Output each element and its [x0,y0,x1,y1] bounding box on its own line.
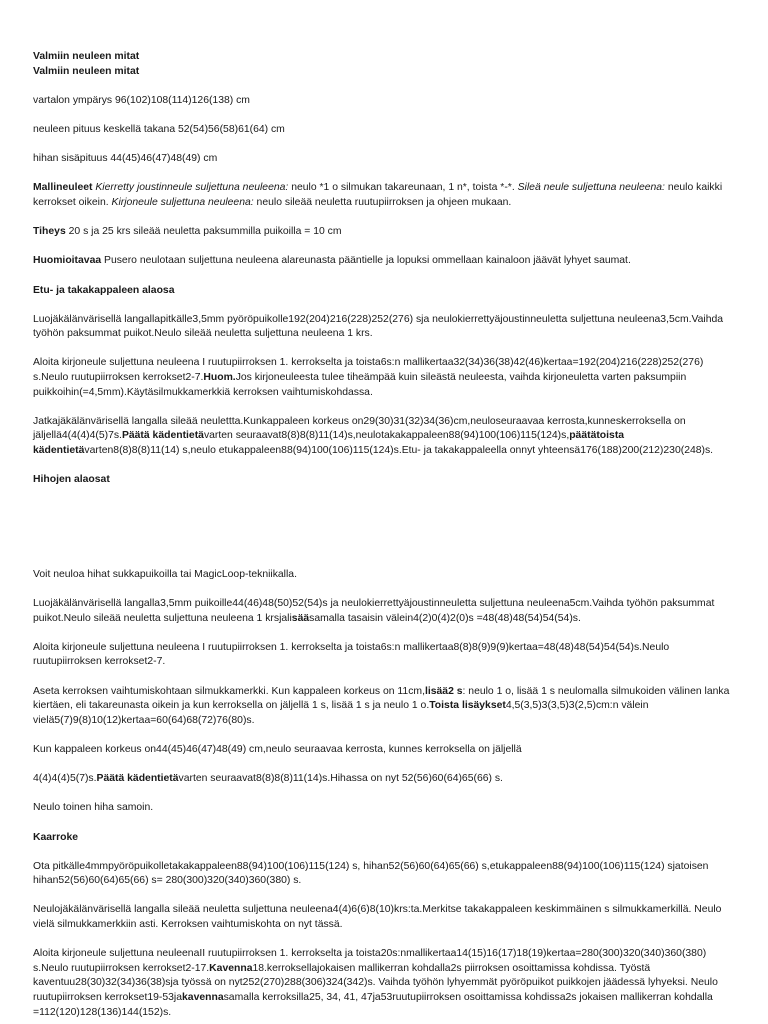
paragraph-etu-2: Aloita kirjoneule suljettuna neuleena I ruutupiirroksen 1. kerrokselta ja toista6s:n mallikertaa32(34)36(38)42(46)kertaa=192(204)216(228)252(276) s.Neulo ruutupiirroksen kerrokset2-7.Huom.Jos kirjoneuleesta tulee tiheämpää kuin sileästä neuleesta, vaihda kirjoneuletta varten paksumpiin puikkoihin(=4,5mm).Käytäsilmukkamerkkiä kerroksen vaihtumiskohdassa. [33,357,704,398]
paragraph-kaarroke-1: Ota pitkälle4mmpyöröpuikolletakakappaleen88(94)100(106)115(124) s, hihan52(56)60(64)65(66) s,etukappaleen88(94)100(106)115(124) sjatoisen hihan52(56)60(64)65(66) s= 280(300)320(340)360(380) s. [33,860,709,887]
blank-space [33,488,733,568]
section-heading-hiha: Hihojen alaosat [33,474,110,486]
paragraph-hiha-0: Voit neuloa hihat sukkapuikoilla tai MagicLoop-tekniikalla. [33,568,297,580]
document-title-repeat: Valmiin neuleen mitat [33,65,140,77]
paragraph-etu-1: Luojäkälänvärisellä langallapitkälle3,5mm pyöröpuikolle192(204)216(228)252(276) sja neulokierrettyäjoustinneuletta suljettuna neuleena3,5cm.Vaihda työhön paksummat puikot.Neulo sileää neuletta suljettuna neuleena 1 krs. [33,313,724,340]
paragraph-kaarroke-2: Neulojäkälänvärisellä langalla sileää neuletta suljettuna neuleena4(4)6(6)8(10)krs:ta.Merkitse takakappaleen keskimmäinen s silmukkamerkillä. Neulo vielä silmukkamerkkiin asti. Kerroksen vaihtumiskohta on nyt tässä. [33,904,722,931]
paragraph-hiha-1: Luojäkälänvärisellä langalla3,5mm puikoille44(46)48(50)52(54)s ja neulokierrettyäjoustinneuletta suljettuna neuleena5cm.Vaihda työhön paksummat puikot.Neulo sileää neuletta suljettuna neuleena 1 krsjalisääsamalla tasaisin välein4(2)0(4)2(0)s =48(48)48(54)54(54)s. [33,598,715,624]
paragraph-kaarroke-3: Aloita kirjoneule suljettuna neuleenaII ruutupiirroksen 1. kerrokselta ja toista20s:nmallikertaa14(15)16(17)18(19)kertaa=280(300)320(340)360(380) s.Neulo ruutupiirroksen kerrokset2-17.Kavenna18.kerroksellajokaisen mallikerran kohdalla2s piirroksen osoittamissa kohdissa. Työstä kaventuu28(30)32(34)36(38)sja työssä on nyt252(270)288(306)324(342)s. Vaihda työhön lyhyemmät pyöröpuikot puikkojen jäädessä lyhyeksi. Neulo ruutupiirroksen kerrokset19-53jakavennasamalla kerroksilla25, 34, 41, 47ja53ruutupiirroksen osoittamissa kohdissa2s jokaisen mallikerran kohdalla =112(120)128(136)144(152)s. [33,948,718,1018]
paragraph-mallineuleet: Mallineuleet Kierretty joustinneule suljettuna neuleena: neulo *1 o silmukan takareunaan, 1 n*, toista *-*. Sileä neule suljettuna neuleena: neulo kaikki kerrokset oikein. Kirjoneule suljettuna neuleena: neulo sileää neuletta ruutupiirroksen ja ohjeen mukaan. [33,182,723,208]
label-tiheys: Tiheys [33,226,66,238]
measure-length: neuleen pituus keskellä takana 52(54)56(58)61(64) cm [33,123,285,135]
section-heading-kaarroke: Kaarroke [33,831,79,843]
paragraph-tiheys: Tiheys 20 s ja 25 krs sileää neuletta paksummilla puikoilla = 10 cm [33,226,342,238]
paragraph-hiha-2: Aloita kirjoneule suljettuna neuleena I ruutupiirroksen 1. kerrokselta ja toista6s:n mallikertaa8(8)8(9)9(9)kertaa=48(48)48(54)54(54)s.Neulo ruutupiirroksen kerrokset2-7. [33,641,670,668]
paragraph-hiha-5: 4(4)4(4)5(7)s.Päätä kädentietävarten seuraavat8(8)8(8)11(14)s.Hihassa on nyt 52(56)60(64)65(66) s. [33,773,503,785]
paragraph-hiha-6: Neulo toinen hiha samoin. [33,802,154,814]
paragraph-etu-3: Jatkajäkälänvärisellä langalla sileää neulettta.Kunkappaleen korkeus on29(30)31(32)34(36)cm,neuloseuraavaa kerrosta,kunneskerroksella on jäljellä4(4(4)4(5)7s.Päätä kädentietävarten seuraavat8(8)8(8)11(14)s,neulotakakappaleen88(94)100(106)115(124)s,päätätoista kädentietävarten8(8)8(8)11(14) s,neulo etukappaleen88(94)100(106)115(124)s.Etu- ja takakappaleella onnyt yhteensä176(188)200(212)230(248)s. [33,415,714,457]
section-heading-etu: Etu- ja takakappaleen alaosa [33,284,175,296]
measure-sleeve: hihan sisäpituus 44(45)46(47)48(49) cm [33,153,218,165]
measure-chest: vartalon ympärys 96(102)108(114)126(138) cm [33,94,250,106]
label-mallineuleet: Mallineuleet [33,182,93,194]
paragraph-hiha-3: Aseta kerroksen vaihtumiskohtaan silmukkamerkki. Kun kappaleen korkeus on 11cm,lisää2 s: neulo 1 o, lisää 1 s neulomalla silmukoiden välinen lanka kiertäen, eli takareunasta oikein ja kun kerroksella on jäljellä 1 s, lisää 1 s ja neulo 1 o.Toista lisäykset4,5(3,5)3(3,5)3(2,5)cm:n välein vielä5(7)9(8)10(12)kertaa=60(64)68(72)76(80)s. [33,685,730,726]
paragraph-hiha-4: Kun kappaleen korkeus on44(45)46(47)48(49) cm,neulo seuraavaa kerrosta, kunnes kerroksella on jäljellä [33,743,522,755]
document-title: Valmiin neuleen mitat [33,51,140,62]
label-huomioitavaa: Huomioitavaa [33,255,102,267]
document-page [33,50,733,1020]
paragraph-huomioitavaa: Huomioitavaa Pusero neulotaan suljettuna neuleena alareunasta pääntielle ja lopuksi ommellaan kainaloon jäävät lyhyet saumat. [33,255,631,267]
